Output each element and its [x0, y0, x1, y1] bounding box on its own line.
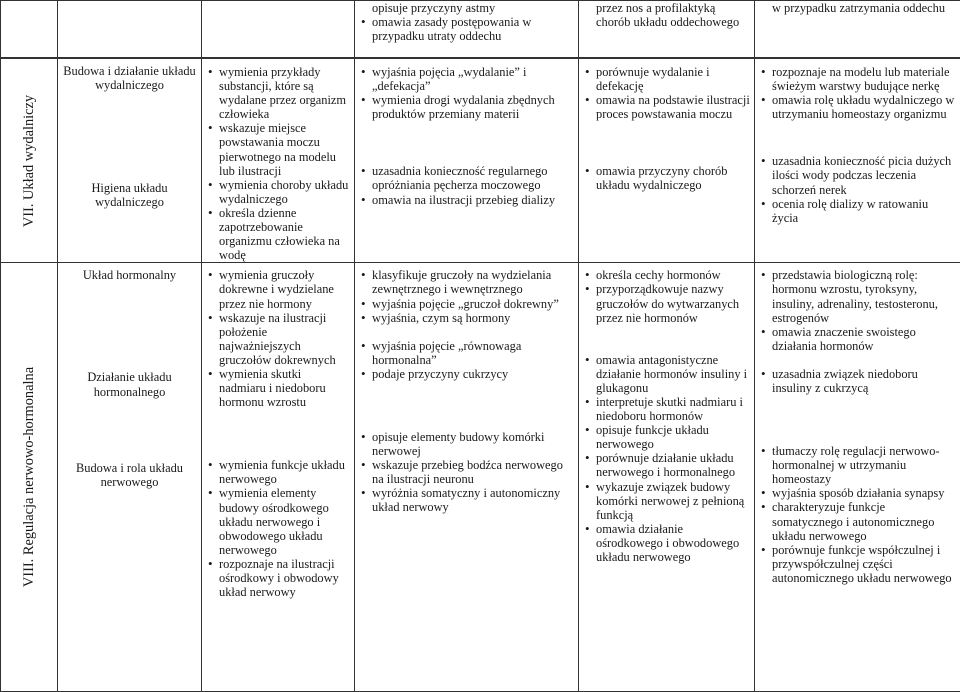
list-item: • wymienia funkcje układu nerwowego: [206, 458, 350, 486]
list-item: • porównuje wydalanie i defekację: [583, 65, 750, 93]
list-item: • uzasadnia związek niedoboru insuliny z cukrzycą: [759, 367, 956, 395]
header-row: [1, 1, 960, 58]
list-item: • wykazuje związek budowy komórki nerwowej z pełnioną funkcją: [583, 480, 750, 522]
list-item: • przyporządkowuje nazwy gruczołów do wytwarzanych przez nie hormonów: [583, 282, 750, 324]
list-item: • opisuje funkcje układu nerwowego: [583, 423, 750, 451]
col5-cell-neurohormonal: [579, 263, 755, 692]
list-item: • omawia na podstawie ilustracji proces powstawania moczu: [583, 93, 750, 121]
list-item: • rozpoznaje na ilustracji ośrodkowy i obwodowy układ nerwowy: [206, 557, 350, 599]
list-item: • omawia zasady postępowania w przypadku utraty oddechu: [359, 15, 574, 43]
topic-cell-neurohormonal: [58, 263, 202, 692]
list-item: • uzasadnia konieczność regularnego opróżniania pęcherza moczowego: [359, 164, 574, 192]
list-item: • podaje przyczyny cukrzycy: [359, 367, 574, 381]
list-item: • wymienia gruczoły dokrewne i wydzielane przez nie hormony: [206, 268, 350, 310]
col6-cell-neurohormonal: [755, 263, 960, 692]
header-cell-col5: [579, 1, 755, 58]
list-item: • wskazuje przebieg bodźca nerwowego na ilustracji neuronu: [359, 458, 574, 486]
list-item: w przypadku zatrzymania oddechu: [759, 1, 956, 15]
list-item: • omawia na ilustracji przebieg dializy: [359, 193, 574, 207]
list-item: • wyjaśnia sposób działania synapsy: [759, 486, 956, 500]
list-item: • rozpoznaje na modelu lub materiale świeżym warstwy budujące nerkę: [759, 65, 956, 93]
topic-label: Higiena układu wydalniczego: [62, 92, 197, 209]
list-item: • wymienia drogi wydalania zbędnych produktów przemiany materii: [359, 93, 574, 121]
topic-label: Działanie układu hormonalnego: [62, 282, 197, 398]
section-8-label: VIII. Regulacja nerwowo-hormonalna: [22, 367, 36, 587]
header-cell-col6: [755, 1, 960, 58]
section-7-row: [1, 59, 960, 263]
col5-cell-excretory: [579, 59, 755, 263]
topic-cell-excretory: [58, 59, 202, 263]
list-item: • porównuje działanie układu nerwowego i hormonalnego: [583, 451, 750, 479]
list-item: • wymienia elementy budowy ośrodkowego układu nerwowego i obwodowego układu nerwowego: [206, 486, 350, 556]
list-item: • omawia znaczenie swoistego działania hormonów: [759, 325, 956, 353]
col4-cell-neurohormonal: [355, 263, 579, 692]
list-item: • wyjaśnia pojęcie „równowaga hormonalna”: [359, 339, 574, 367]
section-8-row: [1, 263, 960, 692]
header-cell-topic: [58, 1, 202, 58]
list-item: opisuje przyczyny astmy: [359, 1, 574, 15]
header-cell-col4: [355, 1, 579, 58]
list-item: • omawia antagonistyczne działanie hormonów insuliny i glukagonu: [583, 353, 750, 395]
list-item: • określa cechy hormonów: [583, 268, 750, 282]
list-item: • ocenia rolę dializy w ratowaniu życia: [759, 197, 956, 225]
list-item: • wyjaśnia pojęcie „gruczoł dokrewny”: [359, 297, 574, 311]
list-item: • wymienia przykłady substancji, które są wydalane przez organizm człowieka: [206, 65, 350, 121]
list-item: • omawia przyczyny chorób układu wydalniczego: [583, 164, 750, 192]
list-item: • wymienia choroby układu wydalniczego: [206, 178, 350, 206]
list-item: • porównuje funkcje współczulnej i przywspółczulnej części autonomicznego układu nerwowego: [759, 543, 956, 585]
header-cell-col3: [202, 1, 355, 58]
section-7-label: VII. Układ wydalniczy: [22, 95, 36, 227]
list-item: przez nos a profilaktyką chorób układu oddechowego: [583, 1, 750, 29]
list-item: • uzasadnia konieczność picia dużych ilości wody podczas leczenia schorzeń nerek: [759, 154, 956, 196]
list-item: • wyjaśnia, czym są hormony: [359, 311, 574, 325]
section-8-cell: [1, 263, 58, 692]
list-item: • opisuje elementy budowy komórki nerwowej: [359, 430, 574, 458]
list-item: • omawia rolę układu wydalniczego w utrzymaniu homeostazy organizmu: [759, 93, 956, 121]
list-item: • przedstawia biologiczną rolę: hormonu wzrostu, tyroksyny, insuliny, adrenaliny, testosteronu, estrogenów: [759, 268, 956, 324]
col3-cell-neurohormonal: [202, 263, 355, 692]
col3-cell-excretory: [202, 59, 355, 263]
section-7-cell: [1, 59, 58, 263]
list-item: • wyjaśnia pojęcia „wydalanie” i „defekacja”: [359, 65, 574, 93]
topic-label: Budowa i rola układu nerwowego: [62, 399, 197, 489]
list-item: • wskazuje miejsce powstawania moczu pierwotnego na modelu lub ilustracji: [206, 121, 350, 177]
list-item: • wyróżnia somatyczny i autonomiczny układ nerwowy: [359, 486, 574, 514]
list-item: • określa dzienne zapotrzebowanie organizmu człowieka na wodę: [206, 206, 350, 262]
list-item: • interpretuje skutki nadmiaru i niedoboru hormonów: [583, 395, 750, 423]
col6-cell-excretory: [755, 59, 960, 263]
topic-label: Budowa i działanie układu wydalniczego: [62, 60, 197, 92]
list-item: • wymienia skutki nadmiaru i niedoboru hormonu wzrostu: [206, 367, 350, 409]
list-item: • klasyfikuje gruczoły na wydzielania zewnętrznego i wewnętrznego: [359, 268, 574, 296]
col4-cell-excretory: [355, 59, 579, 263]
list-item: • tłumaczy rolę regulacji nerwowo-hormonalnej w utrzymaniu homeostazy: [759, 444, 956, 486]
topic-label: Układ hormonalny: [62, 264, 197, 282]
list-item: • wskazuje na ilustracji położenie najważniejszych gruczołów dokrewnych: [206, 311, 350, 367]
list-item: • omawia działanie ośrodkowego i obwodowego układu nerwowego: [583, 522, 750, 564]
header-cell-section: [1, 1, 58, 58]
list-item: • charakteryzuje funkcje somatycznego i autonomicznego układu nerwowego: [759, 500, 956, 542]
